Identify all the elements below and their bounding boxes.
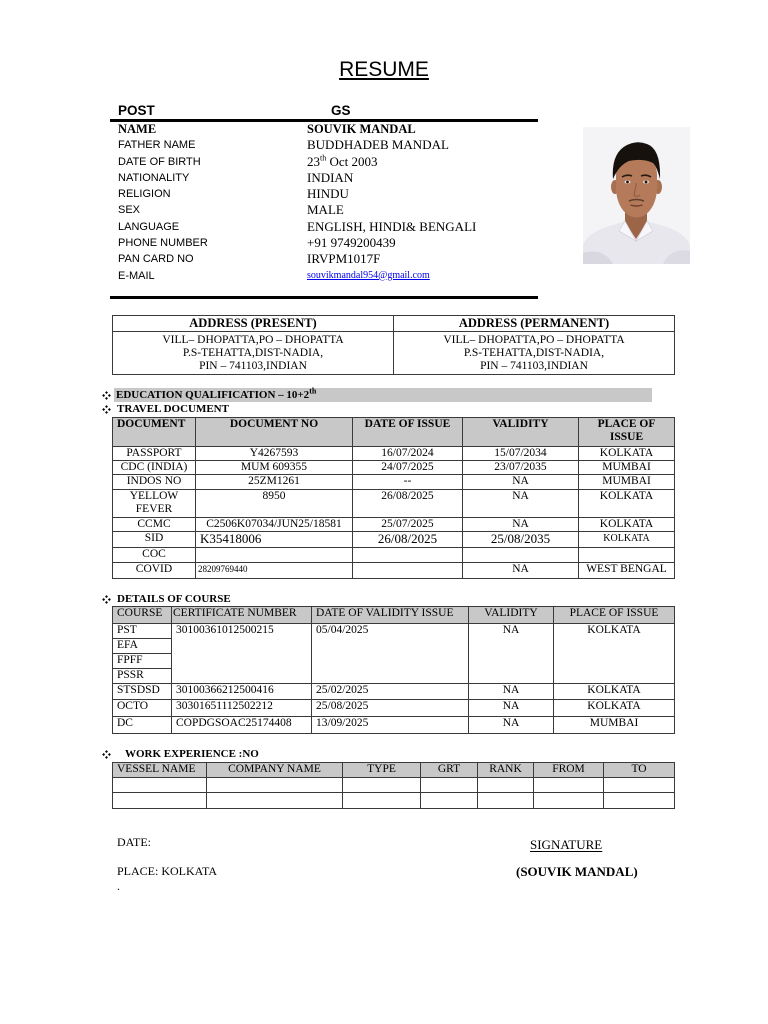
dob-day: 23 <box>307 153 320 169</box>
diamond-bullet-icon <box>102 405 111 414</box>
phone-label: PHONE NUMBER <box>118 237 208 250</box>
portrait-photo <box>583 127 690 264</box>
travel-document-cell <box>113 490 196 518</box>
travel-document-table <box>112 417 675 579</box>
work-empty-cell <box>343 793 421 809</box>
travel-document-cell: CCMC <box>113 518 196 532</box>
post-label: POST <box>118 103 155 118</box>
travel-place-cell: KOLKATA <box>579 518 675 532</box>
sex-value: MALE <box>307 202 344 218</box>
travel-row <box>113 461 675 475</box>
travel-issue-date-cell <box>353 548 463 563</box>
travel-number-cell: C2506K07034/JUN25/18581 <box>196 518 353 532</box>
dob-month-year: Oct 2003 <box>326 153 378 169</box>
course-table <box>112 606 675 734</box>
travel-header-row <box>113 418 675 447</box>
work-empty-row <box>113 793 675 809</box>
name-label: NAME <box>118 122 157 136</box>
course-date-cell: 25/08/2025 <box>312 700 469 717</box>
travel-document-cell: INDOS NO <box>113 475 196 490</box>
course-details-heading: DETAILS OF COURSE <box>117 593 231 605</box>
work-empty-cell <box>604 793 675 809</box>
work-empty-cell <box>113 793 207 809</box>
work-header-vessel-name: VESSEL NAME <box>113 763 207 778</box>
sex-row <box>118 202 538 218</box>
travel-number-cell: K35418006 <box>196 532 353 548</box>
sex-label: SEX <box>118 204 141 217</box>
travel-row <box>113 475 675 490</box>
travel-place-cell: MUMBAI <box>579 461 675 475</box>
work-header-grt: GRT <box>421 763 478 778</box>
travel-header-place-text: PLACE OF ISSUE <box>597 418 656 443</box>
address-line: VILL– DHOPATTA,PO – DHOPATTA <box>443 333 625 346</box>
travel-number-cell: 25ZM1261 <box>196 475 353 490</box>
pan-card-row <box>118 251 538 267</box>
father-name-row <box>118 137 538 153</box>
travel-issue-date-cell: 26/08/2025 <box>353 532 463 548</box>
work-empty-cell <box>421 793 478 809</box>
travel-row <box>113 548 675 563</box>
travel-number-cell: Y4267593 <box>196 447 353 461</box>
nationality-row <box>118 170 538 186</box>
work-empty-row <box>113 778 675 793</box>
course-certificate-cell: 30100366212500416 <box>172 684 312 700</box>
course-date-cell: 25/02/2025 <box>312 684 469 700</box>
course-name-cell: EFA <box>113 639 172 654</box>
travel-issue-date-cell: 26/08/2025 <box>353 490 463 518</box>
address-header-row <box>113 316 675 332</box>
address-body-row <box>113 332 675 375</box>
travel-document-cell: COC <box>113 548 196 563</box>
travel-place-cell: KOLKATA <box>579 447 675 461</box>
religion-row <box>118 186 538 202</box>
phone-row <box>118 235 538 251</box>
education-label-suffix: th <box>309 386 317 396</box>
language-row <box>118 219 538 235</box>
work-empty-cell <box>534 793 604 809</box>
email-row <box>118 268 538 284</box>
travel-row <box>113 518 675 532</box>
travel-place-cell: KOLKATA <box>579 532 675 548</box>
travel-header-document-no: DOCUMENT NO <box>196 418 353 447</box>
work-empty-cell <box>604 778 675 793</box>
course-date-cell: 13/09/2025 <box>312 717 469 734</box>
travel-row <box>113 447 675 461</box>
diamond-bullet-icon <box>102 595 111 604</box>
address-permanent-cell <box>394 332 675 375</box>
travel-validity-cell: 23/07/2035 <box>463 461 579 475</box>
travel-issue-date-cell: -- <box>353 475 463 490</box>
travel-header-validity: VALIDITY <box>463 418 579 447</box>
address-present-header: ADDRESS (PRESENT) <box>113 316 394 332</box>
course-name-cell: FPFF <box>113 654 172 669</box>
name-row <box>118 121 538 137</box>
course-place-cell: MUMBAI <box>554 717 675 734</box>
work-empty-cell <box>478 793 534 809</box>
course-name-cell: DC <box>113 717 172 734</box>
travel-document-text: YELLOW FEVER <box>129 490 179 515</box>
work-header-rank: RANK <box>478 763 534 778</box>
travel-issue-date-cell: 24/07/2025 <box>353 461 463 475</box>
travel-validity-cell: NA <box>463 518 579 532</box>
date-of-birth-row <box>118 154 538 170</box>
course-place-cell: KOLKATA <box>554 624 675 684</box>
course-name-cell: PSSR <box>113 669 172 684</box>
address-line: PIN – 741103,INDIAN <box>199 359 307 372</box>
course-place-cell: KOLKATA <box>554 700 675 717</box>
travel-issue-date-cell: 16/07/2024 <box>353 447 463 461</box>
name-value: SOUVIK MANDAL <box>307 122 416 136</box>
course-row <box>113 684 675 700</box>
address-permanent-header: ADDRESS (PERMANENT) <box>394 316 675 332</box>
work-experience-table <box>112 762 675 809</box>
address-line: PIN – 741103,INDIAN <box>480 359 588 372</box>
travel-header-place-of-issue <box>579 418 675 447</box>
course-row <box>113 624 675 639</box>
date-of-birth-value <box>307 154 378 170</box>
travel-validity-cell: 25/08/2035 <box>463 532 579 548</box>
course-certificate-cell: 30301651112502212 <box>172 700 312 717</box>
work-empty-cell <box>478 778 534 793</box>
address-present-cell <box>113 332 394 375</box>
travel-document-cell: PASSPORT <box>113 447 196 461</box>
course-header-date: DATE OF VALIDITY ISSUE <box>312 607 469 624</box>
travel-place-cell <box>579 548 675 563</box>
work-empty-cell <box>207 793 343 809</box>
course-validity-cell: NA <box>469 717 554 734</box>
course-header-place: PLACE OF ISSUE <box>554 607 675 624</box>
travel-row <box>113 563 675 579</box>
travel-validity-cell: NA <box>463 490 579 518</box>
course-header-course: COURSE <box>113 607 172 624</box>
language-value: ENGLISH, HINDI& BENGALI <box>307 218 477 234</box>
travel-place-cell: KOLKATA <box>579 490 675 518</box>
work-empty-cell <box>343 778 421 793</box>
course-header-validity: VALIDITY <box>469 607 554 624</box>
travel-header-document: DOCUMENT <box>113 418 196 447</box>
diamond-bullet-icon <box>102 391 111 400</box>
travel-number-cell: 8950 <box>196 490 353 518</box>
course-name-cell: PST <box>113 624 172 639</box>
course-place-cell: KOLKATA <box>554 684 675 700</box>
email-label: E-MAIL <box>118 269 155 282</box>
work-empty-cell <box>113 778 207 793</box>
travel-document-cell: CDC (INDIA) <box>113 461 196 475</box>
signature-label: SIGNATURE <box>530 837 603 852</box>
travel-issue-date-cell <box>353 563 463 579</box>
address-line: VILL– DHOPATTA,PO – DHOPATTA <box>162 333 344 346</box>
course-header-row <box>113 607 675 624</box>
bottom-rule <box>110 296 538 299</box>
course-name-cell: OCTO <box>113 700 172 717</box>
travel-number-cell <box>196 548 353 563</box>
course-validity-cell: NA <box>469 700 554 717</box>
work-header-row <box>113 763 675 778</box>
course-validity-cell: NA <box>469 624 554 684</box>
religion-value: HINDU <box>307 186 349 202</box>
address-line: P.S-TEHATTA,DIST-NADIA, <box>463 346 605 359</box>
signature-name: (SOUVIK MANDAL) <box>516 864 638 879</box>
travel-place-cell: WEST BENGAL <box>579 563 675 579</box>
resume-title: RESUME <box>339 58 429 81</box>
course-certificate-cell: 30100361012500215 <box>172 624 312 684</box>
date-of-birth-label: DATE OF BIRTH <box>118 155 201 168</box>
course-certificate-cell: COPDGSOAC25174408 <box>172 717 312 734</box>
travel-validity-cell: NA <box>463 563 579 579</box>
language-label: LANGUAGE <box>118 220 180 233</box>
course-name-cell: STSDSD <box>113 684 172 700</box>
dob-day-suffix: th <box>320 153 327 163</box>
work-empty-cell <box>207 778 343 793</box>
pan-card-value: IRVPM1017F <box>307 251 381 267</box>
nationality-label: NATIONALITY <box>118 171 190 184</box>
date-label: DATE: <box>117 835 151 849</box>
travel-validity-cell: NA <box>463 475 579 490</box>
work-header-company-name: COMPANY NAME <box>207 763 343 778</box>
trailing-mark: . <box>117 879 120 893</box>
travel-number-cell: MUM 609355 <box>196 461 353 475</box>
travel-number-cell: 28209769440 <box>196 563 353 579</box>
work-empty-cell <box>534 778 604 793</box>
travel-issue-date-cell: 25/07/2025 <box>353 518 463 532</box>
work-header-from: FROM <box>534 763 604 778</box>
address-line: P.S-TEHATTA,DIST-NADIA, <box>182 346 324 359</box>
course-header-certificate: CERTIFICATE NUMBER <box>172 607 312 624</box>
work-empty-cell <box>421 778 478 793</box>
course-row <box>113 717 675 734</box>
father-name-value: BUDDHADEB MANDAL <box>307 137 449 153</box>
nationality-value: INDIAN <box>307 169 354 185</box>
personal-details <box>118 121 538 284</box>
course-row <box>113 700 675 717</box>
work-experience-heading: WORK EXPERIENCE :NO <box>125 748 259 760</box>
father-name-label: FATHER NAME <box>118 139 196 152</box>
pan-card-label: PAN CARD NO <box>118 253 194 266</box>
travel-row <box>113 532 675 548</box>
address-table <box>112 315 675 375</box>
work-header-type: TYPE <box>343 763 421 778</box>
travel-document-heading: TRAVEL DOCUMENT <box>117 403 229 415</box>
work-header-to: TO <box>604 763 675 778</box>
travel-validity-cell: 15/07/2034 <box>463 447 579 461</box>
email-link[interactable]: souvikmandal954@gmail.com <box>307 269 430 281</box>
travel-document-cell: SID <box>113 532 196 548</box>
travel-row <box>113 490 675 518</box>
phone-value: +91 9749200439 <box>307 235 396 251</box>
education-label: EDUCATION QUALIFICATION – 10+2 <box>116 389 310 401</box>
course-date-cell: 05/04/2025 <box>312 624 469 684</box>
travel-header-date-of-issue: DATE OF ISSUE <box>353 418 463 447</box>
post-value: GS <box>331 103 351 118</box>
religion-label: RELIGION <box>118 188 171 201</box>
travel-place-cell: MUMBAI <box>579 475 675 490</box>
travel-document-cell: COVID <box>113 563 196 579</box>
diamond-bullet-icon <box>102 750 111 759</box>
travel-validity-cell <box>463 548 579 563</box>
course-validity-cell: NA <box>469 684 554 700</box>
place-label: PLACE: KOLKATA <box>117 864 218 878</box>
education-qualification <box>114 388 652 402</box>
